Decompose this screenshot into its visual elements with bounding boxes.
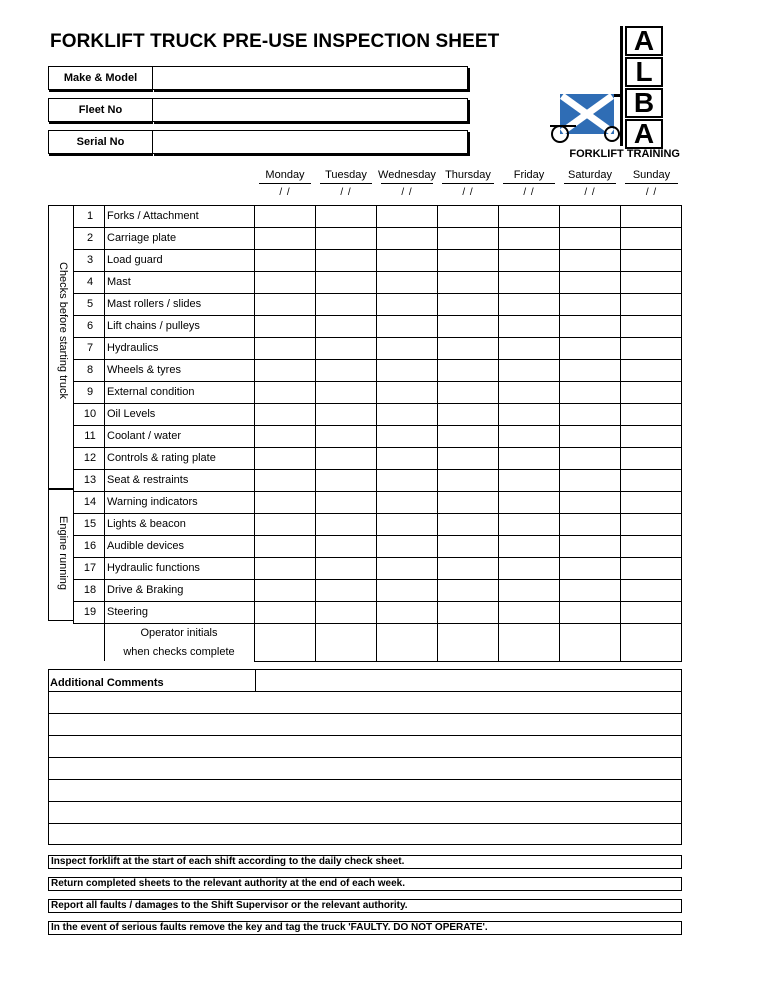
check-item-label: Lights & beacon bbox=[107, 518, 186, 530]
comment-line[interactable] bbox=[49, 824, 681, 845]
make-model-field[interactable] bbox=[152, 66, 468, 90]
check-cell[interactable] bbox=[499, 294, 559, 315]
check-cell[interactable] bbox=[438, 250, 498, 271]
check-cell[interactable] bbox=[438, 404, 498, 425]
check-cell[interactable] bbox=[316, 316, 376, 337]
serial-no-label: Serial No bbox=[48, 130, 152, 154]
date-field[interactable]: / / bbox=[645, 187, 658, 198]
check-item-label: Seat & restraints bbox=[107, 474, 189, 486]
check-cell[interactable] bbox=[316, 338, 376, 359]
check-cell[interactable] bbox=[499, 492, 559, 513]
check-item-label: Hydraulic functions bbox=[107, 562, 200, 574]
check-cell[interactable] bbox=[438, 206, 498, 227]
check-cell[interactable] bbox=[499, 360, 559, 381]
check-cell[interactable] bbox=[377, 316, 437, 337]
check-item-label: Controls & rating plate bbox=[107, 452, 216, 464]
day-header: Wednesday bbox=[378, 169, 436, 181]
comment-line[interactable] bbox=[49, 692, 681, 713]
check-cell[interactable] bbox=[377, 492, 437, 513]
check-cell[interactable] bbox=[377, 558, 437, 579]
check-cell[interactable] bbox=[255, 250, 315, 271]
check-cell[interactable] bbox=[499, 580, 559, 601]
wheels-icon bbox=[548, 124, 620, 144]
footer-note-2: Return completed sheets to the relevant authority at the end of each week. bbox=[48, 877, 682, 891]
check-cell[interactable] bbox=[499, 338, 559, 359]
check-cell[interactable] bbox=[499, 228, 559, 249]
check-number: 3 bbox=[86, 254, 94, 266]
check-cell[interactable] bbox=[621, 448, 681, 469]
check-cell[interactable] bbox=[560, 316, 620, 337]
check-cell[interactable] bbox=[255, 514, 315, 535]
section-label-checks: Checks before starting truck bbox=[57, 262, 69, 399]
day-header: Friday bbox=[513, 169, 545, 181]
check-cell[interactable] bbox=[255, 316, 315, 337]
check-cell[interactable] bbox=[621, 250, 681, 271]
check-cell[interactable] bbox=[377, 228, 437, 249]
check-cell[interactable] bbox=[499, 536, 559, 557]
check-number: 15 bbox=[83, 518, 97, 530]
check-cell[interactable] bbox=[499, 316, 559, 337]
comment-line[interactable] bbox=[49, 802, 681, 823]
check-item-label: Wheels & tyres bbox=[107, 364, 181, 376]
check-item-label: Coolant / water bbox=[107, 430, 181, 442]
check-cell[interactable] bbox=[255, 558, 315, 579]
check-cell[interactable] bbox=[621, 514, 681, 535]
check-cell[interactable] bbox=[621, 492, 681, 513]
check-cell[interactable] bbox=[621, 580, 681, 601]
check-cell[interactable] bbox=[438, 426, 498, 447]
check-cell[interactable] bbox=[438, 536, 498, 557]
check-cell[interactable] bbox=[255, 470, 315, 491]
check-item-label: Carriage plate bbox=[107, 232, 177, 244]
check-cell[interactable] bbox=[316, 272, 376, 293]
day-header: Saturday bbox=[567, 169, 613, 181]
check-cell[interactable] bbox=[560, 228, 620, 249]
check-cell[interactable] bbox=[316, 404, 376, 425]
check-number: 1 bbox=[86, 210, 94, 222]
check-cell[interactable] bbox=[499, 206, 559, 227]
check-number: 16 bbox=[83, 540, 97, 552]
check-cell[interactable] bbox=[255, 404, 315, 425]
alba-logo bbox=[540, 24, 680, 160]
check-item-label: External condition bbox=[107, 386, 195, 398]
check-cell[interactable] bbox=[560, 448, 620, 469]
check-cell[interactable] bbox=[438, 448, 498, 469]
check-cell[interactable] bbox=[316, 536, 376, 557]
check-cell[interactable] bbox=[255, 206, 315, 227]
check-cell[interactable] bbox=[438, 492, 498, 513]
check-cell[interactable] bbox=[255, 602, 315, 623]
footer-note-1: Inspect forklift at the start of each shift according to the daily check sheet. bbox=[48, 855, 682, 869]
check-cell[interactable] bbox=[316, 558, 376, 579]
serial-no-field[interactable] bbox=[152, 130, 468, 154]
check-cell[interactable] bbox=[621, 272, 681, 293]
check-cell[interactable] bbox=[255, 294, 315, 315]
check-cell[interactable] bbox=[438, 228, 498, 249]
check-cell[interactable] bbox=[560, 536, 620, 557]
logo-letter-l: L bbox=[625, 57, 663, 87]
check-cell[interactable] bbox=[377, 206, 437, 227]
check-cell[interactable] bbox=[316, 228, 376, 249]
date-field[interactable]: / / bbox=[279, 187, 291, 198]
logo-letter-a2: A bbox=[625, 119, 663, 149]
check-cell[interactable] bbox=[316, 294, 376, 315]
check-cell[interactable] bbox=[255, 382, 315, 403]
check-cell[interactable] bbox=[621, 426, 681, 447]
check-cell[interactable] bbox=[316, 206, 376, 227]
check-cell[interactable] bbox=[621, 338, 681, 359]
check-cell[interactable] bbox=[377, 514, 437, 535]
footer-note-4: In the event of serious faults remove the key and tag the truck 'FAULTY. DO NOT OPERATE'. bbox=[48, 921, 682, 935]
check-cell[interactable] bbox=[316, 514, 376, 535]
logo-letter-a1: A bbox=[625, 26, 663, 56]
day-header: Tuesday bbox=[325, 169, 367, 181]
check-number: 19 bbox=[83, 606, 97, 618]
check-number: 13 bbox=[83, 474, 97, 486]
check-item-label: Hydraulics bbox=[107, 342, 159, 354]
check-cell[interactable] bbox=[560, 338, 620, 359]
check-cell[interactable] bbox=[377, 360, 437, 381]
check-cell[interactable] bbox=[255, 536, 315, 557]
check-cell[interactable] bbox=[499, 558, 559, 579]
check-cell[interactable] bbox=[438, 602, 498, 623]
check-number: 14 bbox=[83, 496, 97, 508]
check-cell[interactable] bbox=[377, 272, 437, 293]
day-header: Monday bbox=[265, 169, 305, 181]
operator-initials-label: Operator initials bbox=[140, 627, 218, 639]
fleet-no-field[interactable] bbox=[152, 98, 468, 122]
check-cell[interactable] bbox=[621, 602, 681, 623]
check-item-label: Mast rollers / slides bbox=[107, 298, 202, 310]
check-cell[interactable] bbox=[438, 294, 498, 315]
check-cell[interactable] bbox=[499, 514, 559, 535]
comment-line[interactable] bbox=[49, 736, 681, 757]
check-cell[interactable] bbox=[316, 602, 376, 623]
check-item-label: Forks / Attachment bbox=[107, 210, 199, 222]
check-number: 12 bbox=[83, 452, 97, 464]
logo-letter-b: B bbox=[625, 88, 663, 118]
check-cell[interactable] bbox=[560, 294, 620, 315]
check-cell[interactable] bbox=[438, 382, 498, 403]
check-cell[interactable] bbox=[438, 272, 498, 293]
check-cell[interactable] bbox=[560, 426, 620, 447]
check-item-label: Steering bbox=[107, 606, 148, 618]
comment-line[interactable] bbox=[49, 780, 681, 801]
check-number: 2 bbox=[86, 232, 94, 244]
check-cell[interactable] bbox=[621, 206, 681, 227]
check-cell[interactable] bbox=[255, 228, 315, 249]
check-cell[interactable] bbox=[621, 228, 681, 249]
check-item-label: Audible devices bbox=[107, 540, 185, 552]
check-cell[interactable] bbox=[255, 272, 315, 293]
check-cell[interactable] bbox=[621, 404, 681, 425]
section-label-engine: Engine running bbox=[57, 516, 69, 591]
check-cell[interactable] bbox=[316, 426, 376, 447]
check-cell[interactable] bbox=[377, 404, 437, 425]
check-number: 4 bbox=[86, 276, 94, 288]
check-cell[interactable] bbox=[560, 206, 620, 227]
check-cell[interactable] bbox=[621, 536, 681, 557]
check-cell[interactable] bbox=[560, 470, 620, 491]
check-number: 18 bbox=[83, 584, 97, 596]
check-cell[interactable] bbox=[499, 250, 559, 271]
check-cell[interactable] bbox=[438, 360, 498, 381]
check-cell[interactable] bbox=[621, 558, 681, 579]
day-header: Sunday bbox=[632, 169, 671, 181]
check-cell[interactable] bbox=[377, 602, 437, 623]
check-cell[interactable] bbox=[621, 382, 681, 403]
check-cell[interactable] bbox=[560, 558, 620, 579]
operator-initials-sublabel: when checks complete bbox=[123, 646, 235, 658]
check-cell[interactable] bbox=[560, 514, 620, 535]
check-number: 6 bbox=[86, 320, 94, 332]
page-title: FORKLIFT TRUCK PRE-USE INSPECTION SHEET bbox=[50, 31, 500, 52]
check-cell[interactable] bbox=[377, 382, 437, 403]
check-number: 5 bbox=[86, 298, 94, 310]
footer-note-3: Report all faults / damages to the Shift Supervisor or the relevant authority. bbox=[48, 899, 682, 913]
fleet-no-label: Fleet No bbox=[48, 98, 152, 122]
check-cell[interactable] bbox=[499, 272, 559, 293]
check-cell[interactable] bbox=[499, 382, 559, 403]
date-field[interactable]: / / bbox=[401, 187, 413, 198]
check-cell[interactable] bbox=[499, 426, 559, 447]
check-cell[interactable] bbox=[438, 316, 498, 337]
day-header: Thursday bbox=[445, 169, 491, 181]
check-number: 11 bbox=[84, 430, 96, 442]
check-cell[interactable] bbox=[255, 338, 315, 359]
check-cell[interactable] bbox=[377, 448, 437, 469]
check-item-label: Load guard bbox=[107, 254, 163, 266]
check-number: 9 bbox=[86, 386, 94, 398]
date-field[interactable]: / / bbox=[462, 187, 474, 198]
check-cell[interactable] bbox=[560, 492, 620, 513]
check-cell[interactable] bbox=[499, 470, 559, 491]
check-cell[interactable] bbox=[316, 448, 376, 469]
check-item-label: Warning indicators bbox=[107, 496, 198, 508]
check-cell[interactable] bbox=[560, 602, 620, 623]
make-model-label: Make & Model bbox=[48, 66, 152, 90]
check-cell[interactable] bbox=[438, 338, 498, 359]
check-cell[interactable] bbox=[316, 580, 376, 601]
comment-line[interactable] bbox=[49, 758, 681, 779]
check-cell[interactable] bbox=[560, 360, 620, 381]
date-field[interactable]: / / bbox=[340, 187, 352, 198]
logo-tagline: FORKLIFT TRAINING bbox=[569, 148, 680, 160]
check-cell[interactable] bbox=[255, 426, 315, 447]
check-cell[interactable] bbox=[316, 360, 376, 381]
check-cell[interactable] bbox=[621, 316, 681, 337]
comment-line[interactable] bbox=[49, 714, 681, 735]
check-number: 7 bbox=[86, 342, 94, 354]
check-cell[interactable] bbox=[621, 294, 681, 315]
check-item-label: Drive & Braking bbox=[107, 584, 184, 596]
check-cell[interactable] bbox=[377, 580, 437, 601]
check-cell[interactable] bbox=[438, 470, 498, 491]
check-cell[interactable] bbox=[560, 250, 620, 271]
check-cell[interactable] bbox=[377, 250, 437, 271]
date-field[interactable]: / / bbox=[584, 187, 596, 198]
check-cell[interactable] bbox=[255, 492, 315, 513]
check-cell[interactable] bbox=[438, 580, 498, 601]
check-number: 8 bbox=[86, 364, 94, 376]
check-cell[interactable] bbox=[255, 580, 315, 601]
check-item-label: Oil Levels bbox=[107, 408, 156, 420]
check-cell[interactable] bbox=[560, 580, 620, 601]
check-cell[interactable] bbox=[255, 448, 315, 469]
check-cell[interactable] bbox=[316, 250, 376, 271]
check-cell[interactable] bbox=[377, 338, 437, 359]
check-cell[interactable] bbox=[560, 272, 620, 293]
check-cell[interactable] bbox=[560, 404, 620, 425]
check-cell[interactable] bbox=[621, 360, 681, 381]
check-cell[interactable] bbox=[377, 426, 437, 447]
check-item-label: Mast bbox=[107, 276, 131, 288]
check-cell[interactable] bbox=[560, 382, 620, 403]
check-item-label: Lift chains / pulleys bbox=[107, 320, 200, 332]
check-cell[interactable] bbox=[499, 602, 559, 623]
check-cell[interactable] bbox=[499, 404, 559, 425]
check-cell[interactable] bbox=[438, 514, 498, 535]
check-cell[interactable] bbox=[377, 294, 437, 315]
check-cell[interactable] bbox=[377, 536, 437, 557]
check-cell[interactable] bbox=[377, 470, 437, 491]
check-cell[interactable] bbox=[621, 470, 681, 491]
check-number: 17 bbox=[83, 562, 97, 574]
check-cell[interactable] bbox=[316, 492, 376, 513]
check-cell[interactable] bbox=[255, 360, 315, 381]
check-number: 10 bbox=[83, 408, 97, 420]
check-cell[interactable] bbox=[316, 382, 376, 403]
check-cell[interactable] bbox=[499, 448, 559, 469]
comments-label: Additional Comments bbox=[50, 677, 164, 689]
check-cell[interactable] bbox=[438, 558, 498, 579]
date-field[interactable]: / / bbox=[523, 187, 535, 198]
check-cell[interactable] bbox=[316, 470, 376, 491]
